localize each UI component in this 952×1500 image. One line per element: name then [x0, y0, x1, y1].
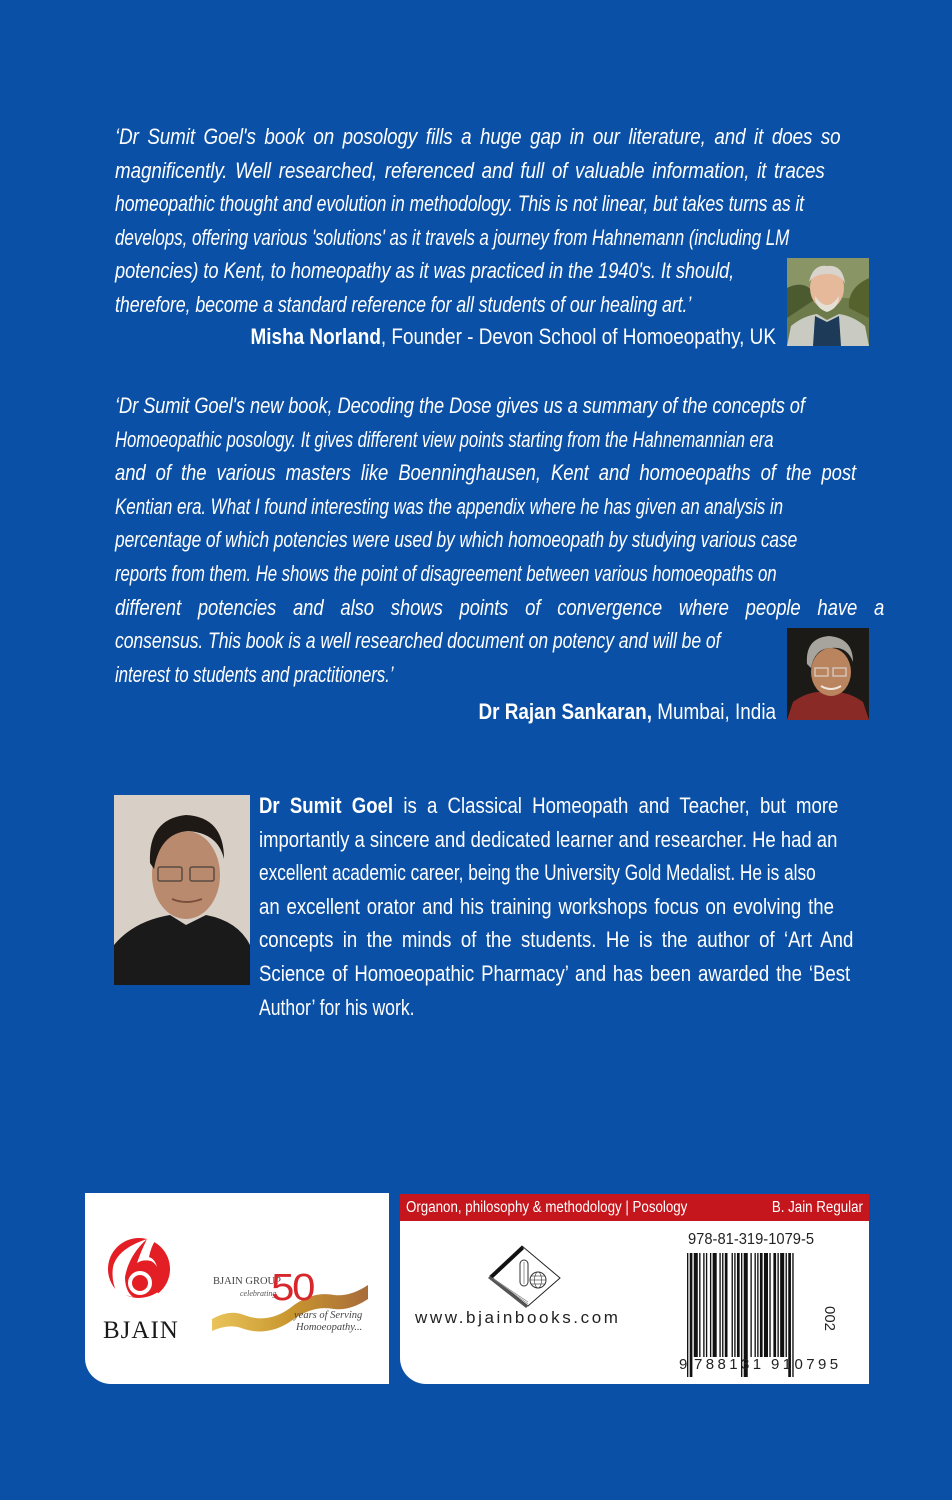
quote1-line: therefore, become a standard reference for all students of our healing art.’ — [115, 291, 692, 317]
barcode-bar — [722, 1253, 723, 1357]
bio-line — [259, 789, 839, 823]
barcode-bar — [773, 1253, 776, 1357]
anniversary-number: 50 — [271, 1267, 314, 1309]
bio-line: Science of Homoeopathic Pharmacy’ and has been awarded the ‘Best — [259, 960, 851, 986]
quote2-line: interest to students and practitioners.’ — [115, 661, 394, 687]
bio-first-line: is a Classical Homeopath and Teacher, but more — [393, 793, 839, 818]
barcode-bar — [713, 1253, 717, 1357]
barcode-digits-left: 788131 — [694, 1356, 765, 1373]
bio-line: importantly a sincere and dedicated learner and researcher. He had an — [259, 826, 838, 852]
quote2-line: Homoeopathic posology. It gives different view points starting from the Hahnemannian era — [115, 426, 774, 452]
quote2-line: Kentian era. What I found interesting was the appendix where he has given an analysis in — [115, 493, 784, 519]
quote1-line: develops, offering various 'solutions' as it travels a journey from Hahnemann (including LM — [115, 224, 790, 250]
portrait-icon — [787, 258, 869, 346]
bio-author-name: Dr Sumit Goel — [259, 793, 394, 818]
barcode-bar — [757, 1253, 758, 1357]
barcode-bar — [699, 1253, 700, 1357]
quote1-author-name: Misha Norland — [250, 324, 381, 349]
misha-norland-photo — [787, 258, 869, 346]
sumit-goel-photo — [114, 795, 250, 985]
barcode-bar — [719, 1253, 720, 1357]
bjain-logo-icon — [107, 1237, 171, 1305]
tagline-2: Homoeopathy... — [296, 1322, 363, 1333]
isbn-text: 978-81-319-1079-5 — [688, 1231, 815, 1248]
rajan-sankaran-photo — [787, 628, 869, 720]
barcode-bar — [780, 1253, 784, 1357]
tagline-1: years of Serving — [294, 1310, 363, 1321]
bio-line: concepts in the minds of the students. He is the author of ‘Art And — [259, 927, 854, 953]
quote2-line: consensus. This book is a well researched document on potency and will be of — [115, 628, 721, 654]
publisher-logo-panel — [85, 1193, 389, 1384]
barcode-digit-first: 9 — [679, 1356, 688, 1373]
quote1-line: homeopathic thought and evolution in methodology. This is not linear, but takes turns as it — [115, 191, 804, 217]
barcode-bar — [694, 1253, 698, 1357]
barcode-bar — [769, 1253, 770, 1357]
barcode-bar — [755, 1253, 756, 1357]
barcode-panel — [400, 1194, 869, 1384]
bio-line: excellent academic career, being the University Gold Medalist. He is also — [259, 860, 816, 886]
barcode-bar — [734, 1253, 735, 1357]
quote2-author-detail: Mumbai, India — [651, 699, 776, 724]
barcode-bar — [777, 1253, 778, 1357]
barcode-bar — [725, 1253, 728, 1357]
quote2-line: different potencies and also shows points of convergence where people have a — [115, 594, 885, 620]
quote1-attribution — [251, 320, 776, 354]
barcode-addon: 002 — [821, 1306, 838, 1332]
barcode-bar — [703, 1253, 704, 1357]
author-bio — [259, 789, 870, 1024]
portrait-icon — [114, 795, 250, 985]
quote1-line: magnificently. Well researched, referenced and full of valuable information, it traces — [115, 157, 825, 183]
bio-line: Author’ for his work. — [259, 994, 415, 1020]
bjain-logo-text: BJAIN — [103, 1317, 179, 1344]
quote1-line: ‘Dr Sumit Goel's book on posology fills a huge gap in our literature, and it does so — [115, 124, 841, 149]
barcode-bar — [737, 1253, 740, 1357]
celebrating-label: celebrating — [240, 1289, 277, 1298]
quote2-line: and of the various masters like Boenninghausen, Kent and homoeopaths of the post — [115, 460, 857, 486]
barcode-bar — [750, 1253, 751, 1357]
category-band — [400, 1194, 869, 1221]
bio-line: an excellent orator and his training workshops focus on evolving the — [259, 893, 834, 919]
barcode-bar — [706, 1253, 707, 1357]
barcode-bar — [690, 1253, 693, 1377]
quote1-author-detail: , Founder - Devon School of Homoeopathy, UK — [380, 324, 776, 349]
barcode-bar — [710, 1253, 711, 1357]
quote-misha-norland — [115, 120, 870, 322]
barcode-bar — [786, 1253, 787, 1357]
barcode-bar — [760, 1253, 763, 1357]
barcode-bar — [732, 1253, 733, 1357]
quote1-line: potencies) to Kent, to homeopathy as it was practiced in the 1940's. It should, — [115, 258, 735, 284]
book-series: B. Jain Regular — [771, 1199, 863, 1216]
quote2-line: ‘Dr Sumit Goel's new book, Decoding the Dose gives us a summary of the concepts of — [115, 393, 805, 418]
quote2-author-name: Dr Rajan Sankaran, — [478, 699, 652, 724]
quote2-line: percentage of which potencies were used by which homoeopath by studying various case — [115, 527, 798, 553]
book-category: Organon, philosophy & methodology | Posology — [406, 1199, 688, 1216]
quote2-line: reports from them. He shows the point of disagreement between various homoeopaths on — [115, 560, 777, 586]
portrait-icon — [787, 628, 869, 720]
quote-rajan-sankaran — [115, 389, 885, 691]
quote2-attribution — [478, 695, 776, 729]
barcode-bar — [764, 1253, 768, 1357]
barcode-digits-right: 910795 — [771, 1356, 842, 1373]
group-label: BJAIN GROUP — [213, 1276, 281, 1287]
bjain-books-logo-icon — [488, 1244, 562, 1308]
website-link[interactable]: www.bjainbooks.com — [415, 1308, 621, 1327]
